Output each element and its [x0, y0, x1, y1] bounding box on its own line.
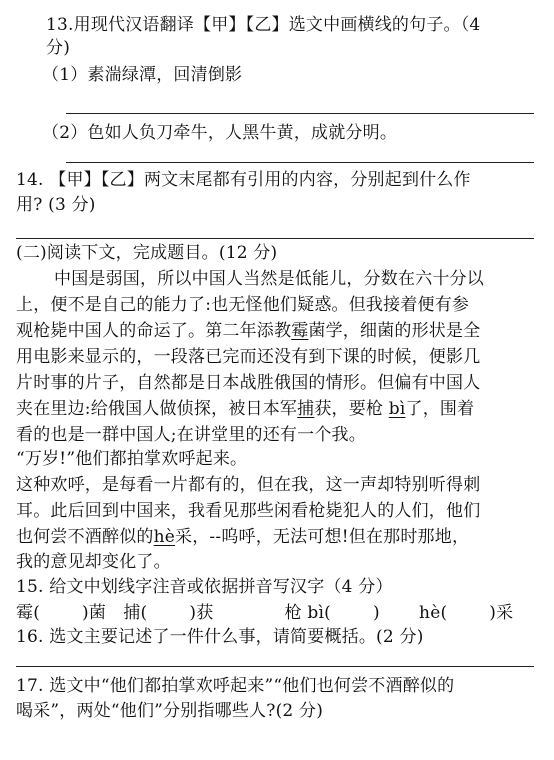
q13-item1-answer-line[interactable]: [66, 113, 534, 114]
q13-item2-answer-line[interactable]: [66, 162, 534, 163]
q17-line2: 喝采”，两处“他们”分别指哪些人?(2 分): [16, 701, 324, 721]
passage-text: 了，围着: [405, 399, 475, 419]
passage-line-1: 中国是弱国，所以中国人当然是低能儿，分数在六十分以: [54, 269, 484, 289]
q14-line1: 14. 【甲】【乙】两文末尾都有引用的内容，分别起到什么作: [16, 170, 471, 190]
q15-d-label: hè(: [419, 603, 448, 623]
q15-a-label: 霉(: [16, 603, 41, 623]
q13-line2: 分): [46, 38, 71, 58]
marked-pinyin-bi: bì: [388, 399, 406, 419]
q16-prompt: 16. 选文主要记述了一件什么事，请简要概括。(2 分): [16, 627, 424, 647]
passage-line-7: 看的也是一群中国人;在讲堂里的还有一个我。: [16, 425, 366, 445]
q13-item2: （2）色如人负刀牵牛，人黑牛黄，成就分明。: [42, 123, 398, 143]
q15-answers: [16, 602, 513, 624]
q15-b-tail: )获: [189, 603, 214, 623]
passage-line-2: 上，便不是自己的能力了:也无怪他们疑惑。但我接着便有参: [16, 295, 470, 315]
passage-text: 菌学，细菌的形状是全: [308, 321, 481, 341]
q15-a-tail: )菌: [82, 603, 107, 623]
passage-line-3: [16, 320, 480, 342]
q16-answer-line[interactable]: [16, 666, 534, 667]
q13-line1: 13.用现代汉语翻译【甲】【乙】选文中画横线的句子。（4: [46, 15, 481, 35]
passage-text: 夹在里边:给俄国人做侦探，被日本军: [16, 399, 298, 419]
passage-line-12: 我的意见却变化了。: [16, 552, 171, 572]
q15-c-tail: ): [372, 603, 380, 623]
passage-line-10: 耳。此后回到中国来，我看见那些闲看枪毙犯人的人们，他们: [16, 501, 481, 521]
q15-prompt: 15. 给文中划线字注音或依据拼音写汉字（4 分）: [16, 577, 393, 597]
q17-line1: 17. 选文中“他们都拍掌欢呼起来”“他们也何尝不酒醉似的: [16, 676, 455, 696]
passage-line-5: 片时事的片子，自然都是日本战胜俄国的情形。但偏有中国人: [16, 373, 481, 393]
q15-c-label: 枪 bì(: [284, 603, 331, 623]
q14-line2: 用? (3 分): [16, 195, 96, 215]
passage-text: 也何尝不酒醉似的: [16, 527, 154, 547]
passage-text: 获，要枪: [314, 399, 384, 419]
passage-line-4: 用电影来显示的，一段落已完而还没有到下课的时候，便影几: [16, 347, 481, 367]
marked-pinyin-he: hè: [153, 527, 176, 547]
passage-line-9: 这种欢呼，是每看一片都有的，但在我，这一声却特别听得刺: [16, 475, 481, 495]
passage-text: 观枪毙中国人的命运了。第二年添教: [16, 321, 292, 341]
passage-text: 采，--呜呼，无法可想!但在那时那地，: [175, 527, 470, 547]
passage-line-11: [16, 526, 469, 548]
q15-d-tail: )采: [489, 603, 514, 623]
passage-line-6: [16, 398, 474, 420]
section2-heading: (二)阅读下文，完成题目。(12 分): [16, 243, 278, 263]
q15-b-label: 捕(: [123, 603, 148, 623]
passage-line-8: “万岁!”他们都拍掌欢呼起来。: [16, 449, 248, 469]
q14-answer-line[interactable]: [16, 238, 534, 239]
q13-item1: （1）素湍绿潭，回清倒影: [42, 65, 243, 85]
marked-char-mei: 霉: [291, 321, 309, 341]
marked-char-bu: 捕: [297, 399, 315, 419]
